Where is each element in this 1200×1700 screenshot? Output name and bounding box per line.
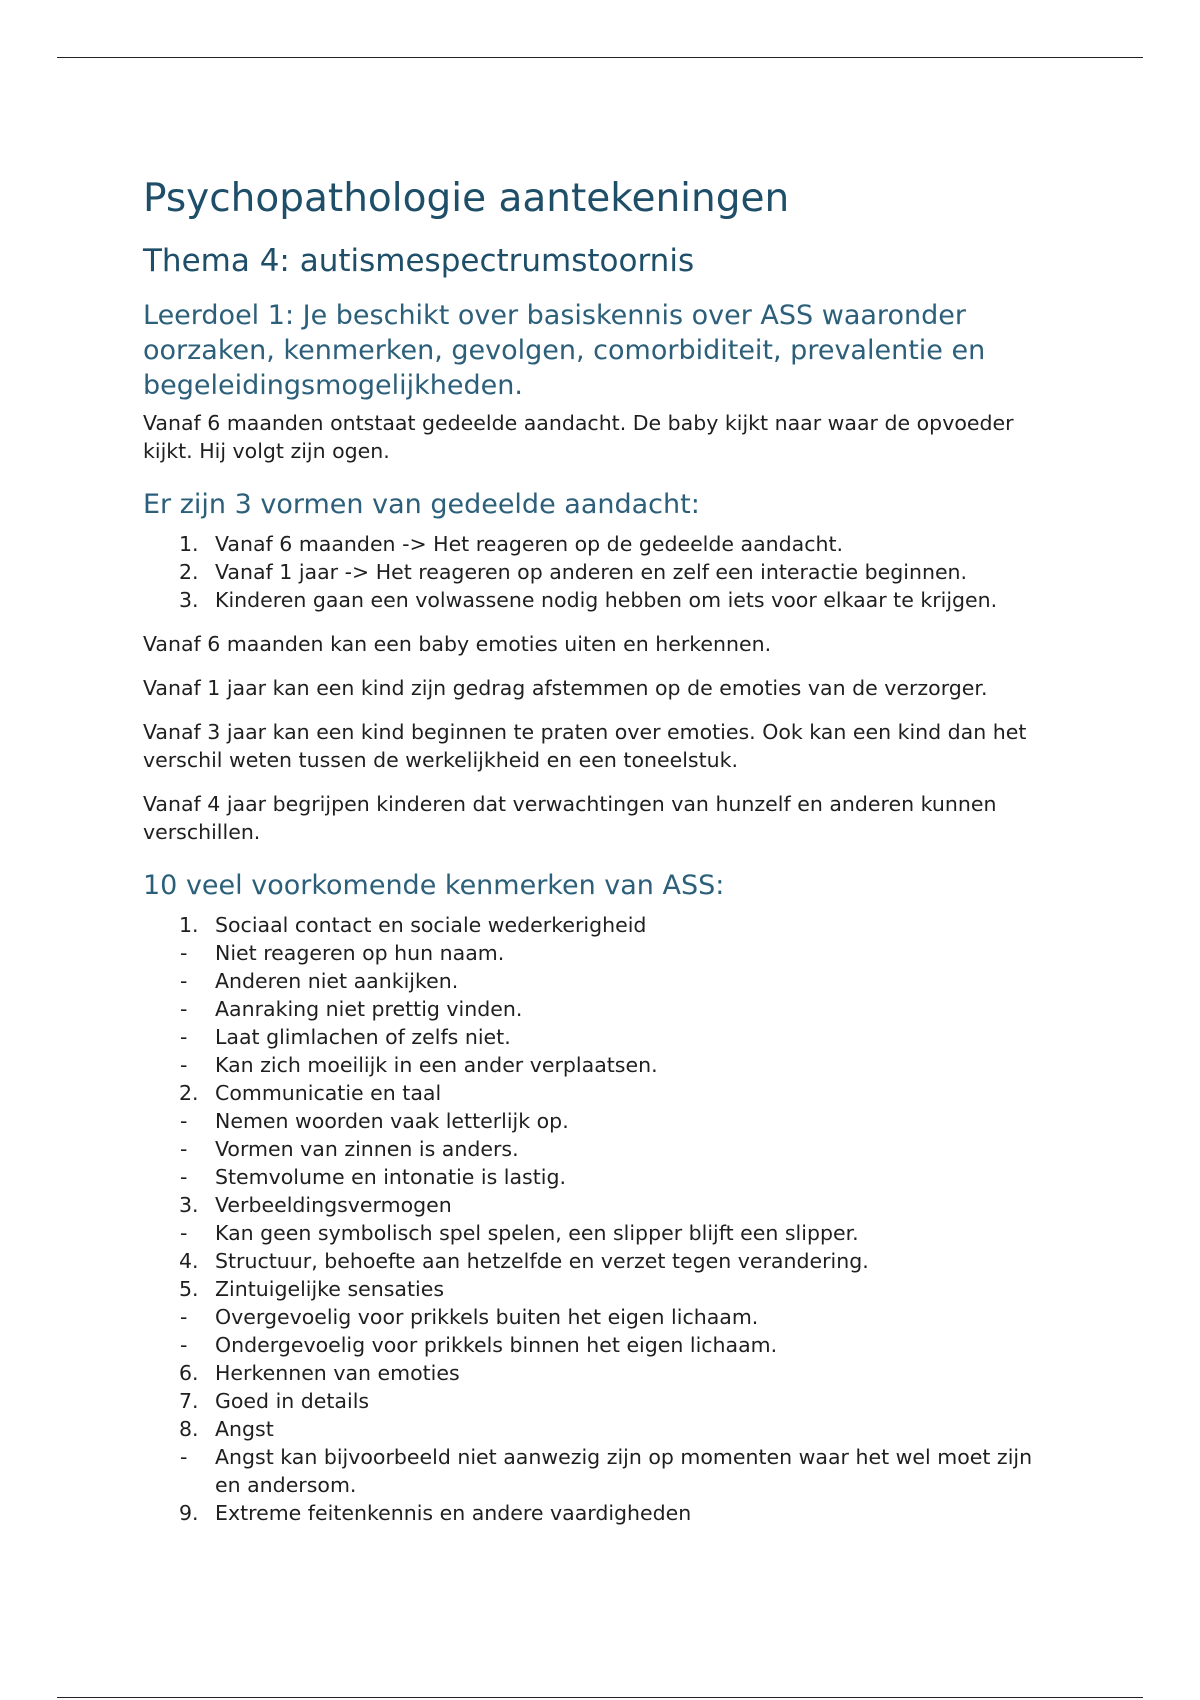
list-item-text: Verbeeldingsvermogen (215, 1193, 452, 1218)
paragraph: Vanaf 3 jaar kan een kind beginnen te praten over emoties. Ook kan een kind dan het verschil weten tussen de werkelijkheid en een toneelstuk. (143, 720, 1027, 773)
list-item (143, 939, 1063, 967)
list-marker: - (180, 1025, 188, 1050)
list-item-text: Stemvolume en intonatie is lastig. (215, 1165, 566, 1190)
list-item-text: Vanaf 6 maanden -> Het reageren op de gedeelde aandacht. (215, 532, 844, 557)
bottom-rule (57, 1697, 1143, 1698)
list-item (143, 995, 1063, 1023)
list-item (143, 1331, 1063, 1359)
list-item-text: Aanraking niet prettig vinden. (215, 997, 523, 1022)
list-item-text: Structuur, behoefte aan hetzelfde en verzet tegen verandering. (215, 1249, 869, 1274)
list-item (143, 1107, 1063, 1135)
list-marker: - (180, 1333, 188, 1358)
list-item-text: Laat glimlachen of zelfs niet. (215, 1025, 511, 1050)
list-item (143, 530, 1063, 558)
list-item (143, 1443, 1063, 1499)
list-marker: - (180, 997, 188, 1022)
list-marker: - (180, 969, 188, 994)
list-item (143, 1079, 1063, 1107)
list-item-text: Angst kan bijvoorbeeld niet aanwezig zijn op momenten waar het wel moet zijn en andersom. (215, 1445, 1033, 1498)
list-item-text: Kinderen gaan een volwassene nodig hebben om iets voor elkaar te krijgen. (215, 588, 998, 613)
ass-traits-list (143, 911, 1063, 1527)
list-marker: 3. (179, 588, 199, 613)
paragraph: Vanaf 6 maanden kan een baby emoties uiten en herkennen. (143, 632, 772, 657)
list-item-text: Herkennen van emoties (215, 1361, 460, 1386)
intro-paragraph: Vanaf 6 maanden ontstaat gedeelde aandacht. De baby kijkt naar waar de opvoeder kijkt. Hij volgt zijn ogen. (143, 411, 1014, 464)
theme-heading: Thema 4: autismespectrumstoornis (143, 242, 695, 279)
list-item (143, 1191, 1063, 1219)
list-marker: - (180, 1445, 188, 1470)
list-marker: 1. (179, 532, 199, 557)
list-item (143, 1247, 1063, 1275)
list-item-text: Nemen woorden vaak letterlijk op. (215, 1109, 569, 1134)
list-marker: 1. (179, 913, 199, 938)
list-marker: - (180, 1109, 188, 1134)
top-rule (57, 57, 1143, 58)
list-item (143, 1415, 1063, 1443)
paragraph: Vanaf 1 jaar kan een kind zijn gedrag afstemmen op de emoties van de verzorger. (143, 676, 988, 701)
list-item (143, 1219, 1063, 1247)
list-item (143, 1163, 1063, 1191)
list-marker: - (180, 1053, 188, 1078)
list-marker: - (180, 1165, 188, 1190)
list-marker: - (180, 1305, 188, 1330)
list-item-text: Angst (215, 1417, 274, 1442)
shared-attention-list (143, 530, 1063, 614)
list-item (143, 1359, 1063, 1387)
list-item-text: Extreme feitenkennis en andere vaardigheden (215, 1501, 692, 1526)
list-item-text: Communicatie en taal (215, 1081, 442, 1106)
ass-traits-heading: 10 veel voorkomende kenmerken van ASS: (143, 870, 725, 902)
list-item-text: Anderen niet aankijken. (215, 969, 459, 994)
list-item-text: Overgevoelig voor prikkels buiten het eigen lichaam. (215, 1305, 759, 1330)
list-item (143, 1051, 1063, 1079)
list-item (143, 1303, 1063, 1331)
list-marker: - (180, 941, 188, 966)
list-item (143, 1023, 1063, 1051)
list-item-text: Goed in details (215, 1389, 370, 1414)
document-title: Psychopathologie aantekeningen (143, 176, 790, 221)
list-item-text: Zintuigelijke sensaties (215, 1277, 444, 1302)
list-item (143, 967, 1063, 995)
list-marker: 3. (179, 1193, 199, 1218)
list-item (143, 1387, 1063, 1415)
paragraph: Vanaf 4 jaar begrijpen kinderen dat verwachtingen van hunzelf en anderen kunnen verschillen. (143, 792, 997, 845)
document-body (143, 176, 1063, 1541)
list-item (143, 1135, 1063, 1163)
list-item-text: Niet reageren op hun naam. (215, 941, 505, 966)
list-item-text: Sociaal contact en sociale wederkerigheid (215, 913, 647, 938)
list-marker: 5. (179, 1277, 199, 1302)
list-marker: 2. (179, 560, 199, 585)
list-item-text: Kan geen symbolisch spel spelen, een slipper blijft een slipper. (215, 1221, 859, 1246)
list-item (143, 911, 1063, 939)
list-item (143, 586, 1063, 614)
list-marker: - (180, 1221, 188, 1246)
list-marker: 9. (179, 1501, 199, 1526)
learning-goal-heading: Leerdoel 1: Je beschikt over basiskennis over ASS waaronder oorzaken, kenmerken, gevolgen, comorbiditeit, prevalentie en begeleidingsmogelijkheden. (143, 299, 986, 402)
list-item-text: Vanaf 1 jaar -> Het reageren op anderen en zelf een interactie beginnen. (215, 560, 968, 585)
list-marker: - (180, 1137, 188, 1162)
list-marker: 2. (179, 1081, 199, 1106)
list-marker: 6. (179, 1361, 199, 1386)
list-marker: 7. (179, 1389, 199, 1414)
list-marker: 4. (179, 1249, 199, 1274)
list-item-text: Ondergevoelig voor prikkels binnen het eigen lichaam. (215, 1333, 778, 1358)
list-item-text: Vormen van zinnen is anders. (215, 1137, 519, 1162)
shared-attention-heading: Er zijn 3 vormen van gedeelde aandacht: (143, 489, 700, 521)
list-item (143, 1499, 1063, 1527)
list-item (143, 1275, 1063, 1303)
list-marker: 8. (179, 1417, 199, 1442)
list-item (143, 558, 1063, 586)
list-item-text: Kan zich moeilijk in een ander verplaatsen. (215, 1053, 658, 1078)
